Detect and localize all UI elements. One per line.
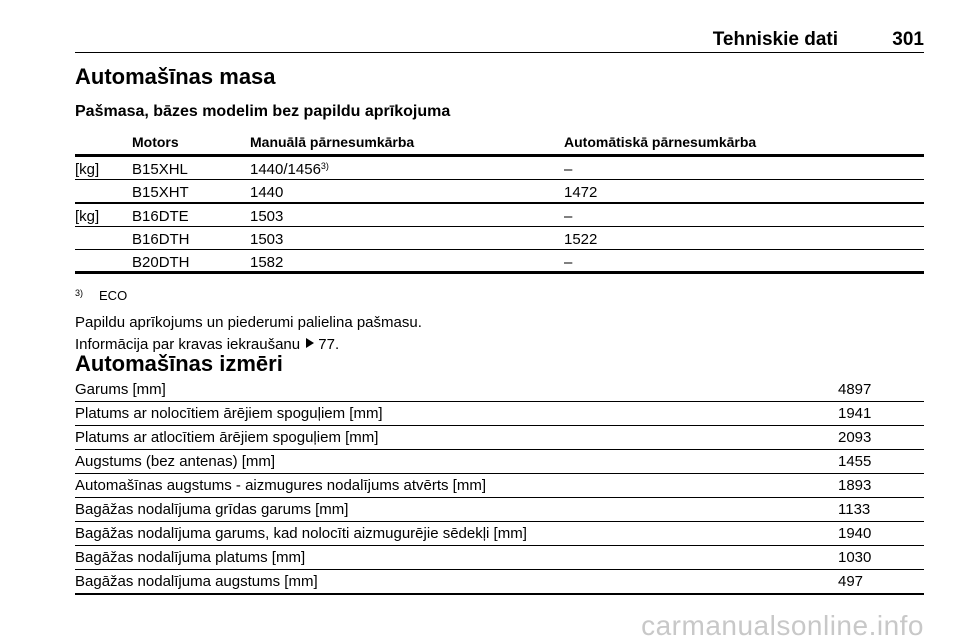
column-header-auto: Automātiskā pārnesumkārba bbox=[564, 134, 757, 150]
footnote-ref: 3) bbox=[320, 161, 329, 171]
dimension-label: Garums [mm] bbox=[75, 381, 166, 398]
mass-table bbox=[75, 128, 924, 274]
header-title: Tehniskie dati bbox=[712, 29, 838, 50]
cell-motor: B16DTH bbox=[132, 231, 190, 248]
mass-section-title: Automašīnas masa bbox=[75, 64, 276, 89]
cell-unit: [kg] bbox=[75, 161, 100, 178]
table-row bbox=[75, 402, 924, 426]
table-row bbox=[75, 450, 924, 474]
dimension-label: Automašīnas augstums - aizmugures nodalījums atvērts [mm] bbox=[75, 477, 486, 494]
dimension-label: Bagāžas nodalījuma platums [mm] bbox=[75, 549, 306, 566]
table-row bbox=[75, 204, 924, 227]
dimension-value: 1455 bbox=[838, 453, 872, 470]
dimension-label: Bagāžas nodalījuma grīdas garums [mm] bbox=[75, 501, 349, 518]
dimension-value: 497 bbox=[838, 573, 864, 590]
cell-auto: 1522 bbox=[564, 231, 598, 248]
dimension-label: Bagāžas nodalījuma garums, kad nolocīti aizmugurējie sēdekļi [mm] bbox=[75, 525, 527, 542]
column-header-motor: Motors bbox=[132, 134, 179, 150]
page-number: 301 bbox=[892, 29, 924, 50]
dimension-value: 2093 bbox=[838, 429, 872, 446]
note-loading-text: Informācija par kravas iekraušanu bbox=[75, 336, 301, 353]
cell-motor: B15XHL bbox=[132, 161, 188, 178]
dimension-value: 1941 bbox=[838, 405, 872, 422]
mass-section-subtitle: Pašmasa, bāzes modelim bez papildu aprīkojuma bbox=[75, 103, 451, 120]
table-row bbox=[75, 157, 924, 180]
table-row bbox=[75, 546, 924, 570]
cell-auto: – bbox=[564, 254, 573, 271]
dimension-value: 4897 bbox=[838, 381, 872, 398]
footnote-text: ECO bbox=[99, 288, 128, 303]
dimension-value: 1893 bbox=[838, 477, 872, 494]
table-row bbox=[75, 498, 924, 522]
cell-motor: B20DTH bbox=[132, 254, 190, 271]
page-reference-arrow-icon bbox=[306, 338, 314, 348]
table-row bbox=[75, 474, 924, 498]
page-reference-link[interactable]: 77. bbox=[318, 336, 340, 353]
footnote bbox=[75, 288, 127, 303]
cell-auto: 1472 bbox=[564, 184, 598, 201]
table-row bbox=[75, 570, 924, 595]
footnote-mark: 3) bbox=[75, 288, 84, 298]
table-row bbox=[75, 180, 924, 204]
table-row bbox=[75, 426, 924, 450]
table-row bbox=[75, 378, 924, 402]
cell-manual: 1503 bbox=[250, 208, 284, 225]
dimension-value: 1030 bbox=[838, 549, 872, 566]
table-row bbox=[75, 522, 924, 546]
cell-unit: [kg] bbox=[75, 208, 100, 225]
cell-motor: B16DTE bbox=[132, 208, 189, 225]
cell-manual bbox=[250, 161, 329, 178]
page-header bbox=[75, 29, 924, 53]
column-header-manual: Manuālā pārnesumkārba bbox=[250, 134, 415, 150]
dimension-label: Platums ar nolocītiem ārējiem spoguļiem [mm] bbox=[75, 405, 383, 422]
dimension-label: Platums ar atlocītiem ārējiem spoguļiem [mm] bbox=[75, 429, 379, 446]
cell-manual: 1503 bbox=[250, 231, 284, 248]
cell-auto: – bbox=[564, 208, 573, 225]
cell-auto: – bbox=[564, 161, 573, 178]
dimension-value: 1133 bbox=[838, 501, 871, 518]
cell-motor: B15XHT bbox=[132, 184, 189, 201]
cell-manual-value: 1440/1456 bbox=[250, 161, 321, 178]
dimension-label: Bagāžas nodalījuma augstums [mm] bbox=[75, 573, 318, 590]
dims-section-title: Automašīnas izmēri bbox=[75, 351, 283, 376]
mass-table-header bbox=[75, 128, 924, 157]
watermark: carmanualsonline.info bbox=[641, 610, 924, 641]
note-equipment: Papildu aprīkojums un piederumi palielina pašmasu. bbox=[75, 314, 422, 331]
cell-manual: 1440 bbox=[250, 184, 284, 201]
table-row bbox=[75, 227, 924, 250]
cell-manual: 1582 bbox=[250, 254, 284, 271]
dimension-value: 1940 bbox=[838, 525, 872, 542]
dimensions-table bbox=[75, 378, 924, 595]
dimension-label: Augstums (bez antenas) [mm] bbox=[75, 453, 276, 470]
table-row bbox=[75, 250, 924, 274]
